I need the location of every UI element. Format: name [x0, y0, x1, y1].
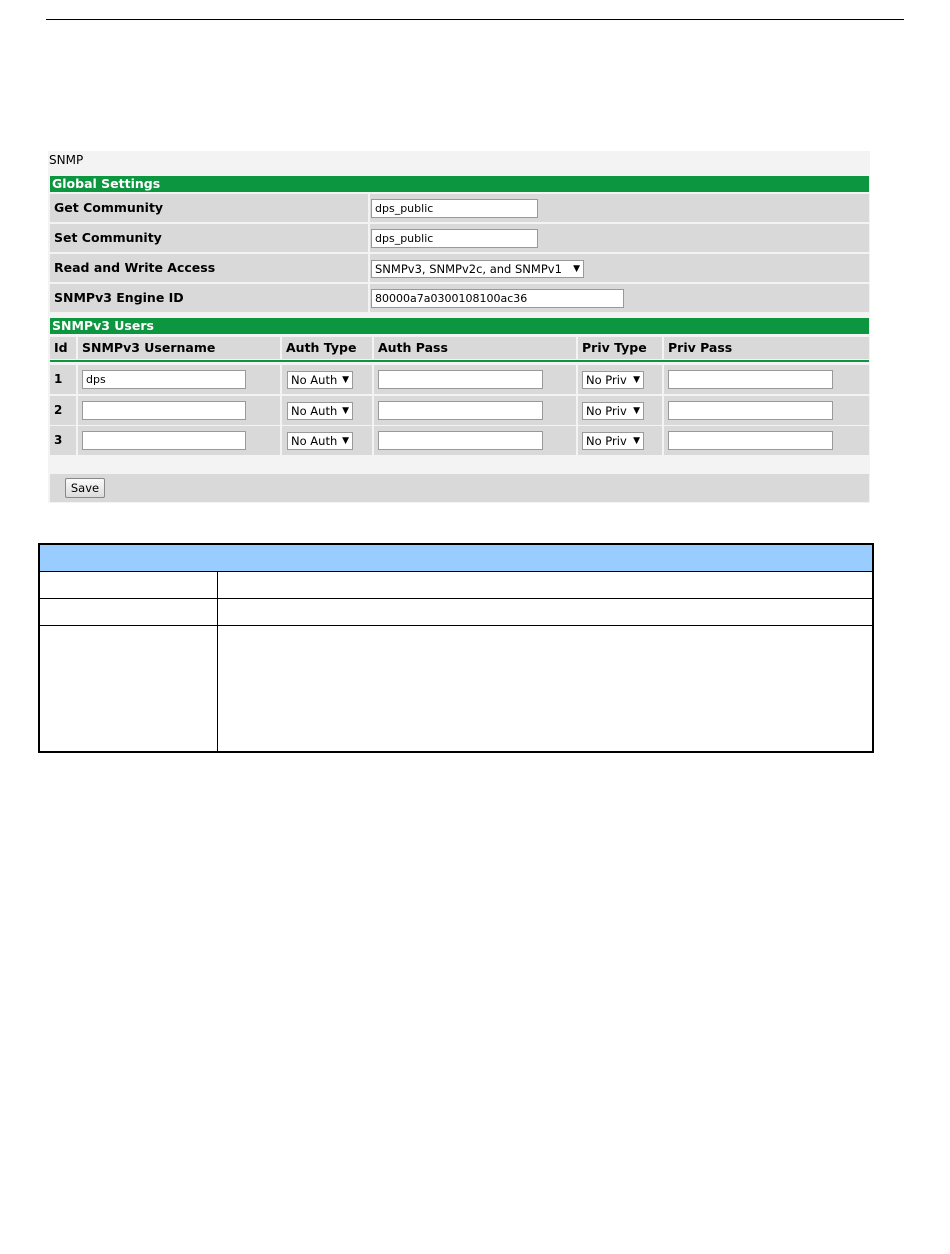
global-settings-header: Global Settings	[50, 176, 869, 192]
table-row	[50, 396, 869, 425]
users-table-header	[50, 337, 869, 359]
get-community-label: Get Community	[50, 194, 368, 222]
priv-type-value: No Priv	[586, 373, 627, 387]
priv-type-select[interactable]	[582, 402, 644, 420]
auth-pass-cell	[374, 426, 576, 455]
auth-pass-input[interactable]	[378, 401, 543, 420]
save-bar	[50, 474, 869, 502]
table-cell	[40, 626, 218, 751]
triangle-down-icon: ▼	[633, 375, 640, 385]
auth-type-cell	[282, 426, 372, 455]
table-row	[50, 426, 869, 455]
priv-type-cell	[578, 365, 662, 394]
priv-pass-cell	[664, 426, 869, 455]
table-row	[40, 626, 872, 751]
col-priv-pass: Priv Pass	[664, 337, 869, 359]
get-community-input[interactable]: dps_public	[371, 199, 538, 218]
snmp-panel	[48, 151, 870, 503]
auth-type-select[interactable]	[287, 402, 353, 420]
priv-pass-cell	[664, 396, 869, 425]
col-priv-type: Priv Type	[578, 337, 662, 359]
snmpv3-users-header: SNMPv3 Users	[50, 318, 869, 334]
engine-id-label: SNMPv3 Engine ID	[50, 284, 368, 312]
table-cell	[40, 599, 218, 625]
read-write-access-row	[50, 254, 869, 282]
username-input[interactable]: dps	[82, 370, 246, 389]
triangle-down-icon: ▼	[573, 264, 580, 274]
table-row	[50, 365, 869, 394]
get-community-row	[50, 194, 869, 222]
priv-pass-input[interactable]	[668, 431, 833, 450]
table-row	[40, 572, 872, 599]
col-auth-pass: Auth Pass	[374, 337, 576, 359]
read-write-access-value: SNMPv3, SNMPv2c, and SNMPv1	[375, 262, 562, 276]
priv-type-select[interactable]	[582, 371, 644, 389]
get-community-cell	[370, 194, 869, 222]
auth-pass-input[interactable]	[378, 431, 543, 450]
auth-type-select[interactable]	[287, 432, 353, 450]
username-input[interactable]	[82, 431, 246, 450]
engine-id-row	[50, 284, 869, 312]
priv-type-value: No Priv	[586, 404, 627, 418]
read-write-access-cell	[370, 254, 869, 282]
set-community-row	[50, 224, 869, 252]
auth-type-cell	[282, 396, 372, 425]
username-cell	[78, 426, 280, 455]
read-write-access-label: Read and Write Access	[50, 254, 368, 282]
priv-type-value: No Priv	[586, 434, 627, 448]
auth-type-value: No Auth	[291, 434, 338, 448]
auth-pass-cell	[374, 365, 576, 394]
table-cell	[40, 572, 218, 598]
table-row	[40, 599, 872, 626]
user-id: 3	[50, 426, 76, 455]
engine-id-input[interactable]: 80000a7a0300108100ac36	[371, 289, 624, 308]
username-cell	[78, 396, 280, 425]
engine-id-cell	[370, 284, 869, 312]
user-id: 1	[50, 365, 76, 394]
priv-type-cell	[578, 396, 662, 425]
auth-type-value: No Auth	[291, 404, 338, 418]
auth-type-value: No Auth	[291, 373, 338, 387]
triangle-down-icon: ▼	[633, 406, 640, 416]
priv-pass-cell	[664, 365, 869, 394]
set-community-label: Set Community	[50, 224, 368, 252]
set-community-input[interactable]: dps_public	[371, 229, 538, 248]
auth-type-select[interactable]	[287, 371, 353, 389]
triangle-down-icon: ▼	[342, 406, 349, 416]
auth-type-cell	[282, 365, 372, 394]
triangle-down-icon: ▼	[342, 436, 349, 446]
read-write-access-select[interactable]	[371, 260, 584, 278]
auth-pass-input[interactable]	[378, 370, 543, 389]
panel-title: SNMP	[49, 153, 84, 167]
user-id: 2	[50, 396, 76, 425]
set-community-cell	[370, 224, 869, 252]
priv-type-cell	[578, 426, 662, 455]
description-table-header	[40, 545, 872, 572]
page-top-rule	[46, 19, 904, 20]
col-auth-type: Auth Type	[282, 337, 372, 359]
save-button[interactable]: Save	[65, 478, 105, 498]
triangle-down-icon: ▼	[342, 375, 349, 385]
col-id: Id	[50, 337, 76, 359]
triangle-down-icon: ▼	[633, 436, 640, 446]
description-table	[38, 543, 874, 753]
col-username: SNMPv3 Username	[78, 337, 280, 359]
priv-pass-input[interactable]	[668, 370, 833, 389]
username-input[interactable]	[82, 401, 246, 420]
priv-type-select[interactable]	[582, 432, 644, 450]
auth-pass-cell	[374, 396, 576, 425]
users-header-underline	[50, 360, 869, 362]
priv-pass-input[interactable]	[668, 401, 833, 420]
username-cell	[78, 365, 280, 394]
